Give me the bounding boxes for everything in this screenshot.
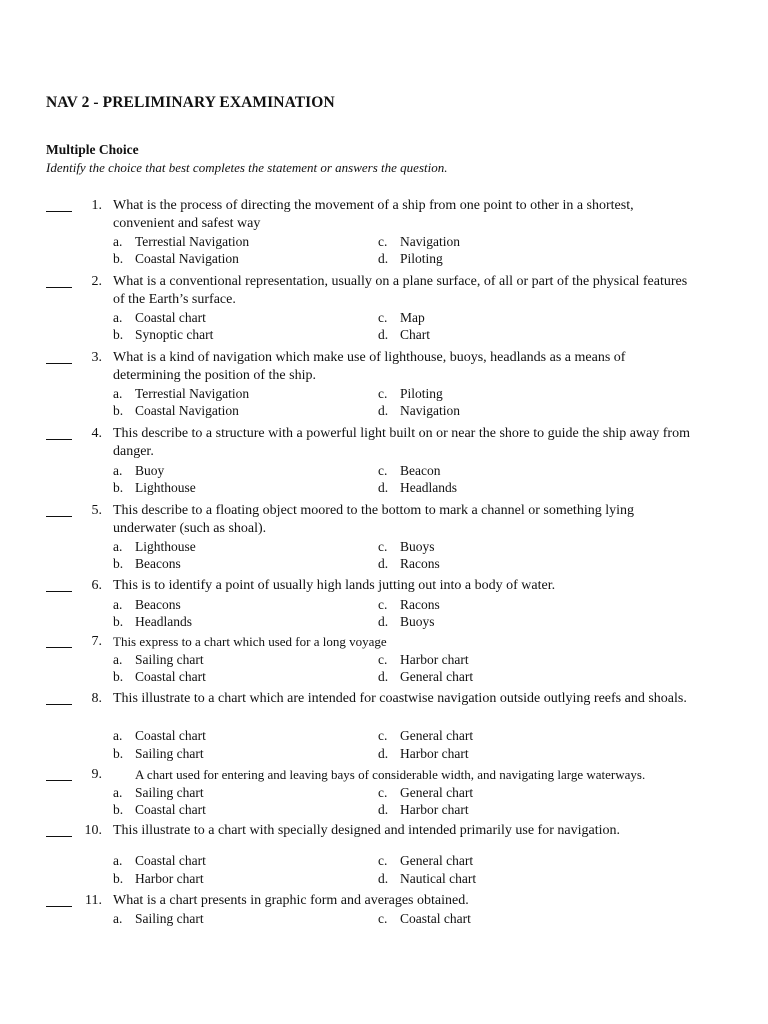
answer-blank[interactable] xyxy=(46,425,72,440)
choice-letter: c. xyxy=(378,539,388,554)
choice-text: General chart xyxy=(400,728,474,743)
choice-letter: d. xyxy=(378,556,389,571)
question-text: What is a chart presents in graphic form and averages obtained. xyxy=(113,893,469,908)
choice-text: Harbor chart xyxy=(135,871,204,886)
choice-text: Sailing chart xyxy=(135,652,204,667)
choice-text: Coastal chart xyxy=(135,853,206,868)
choice-text: General chart xyxy=(400,785,474,800)
choice-letter: a. xyxy=(113,911,123,926)
choice-text: Racons xyxy=(400,556,440,571)
question-text: What is a kind of navigation which make use of lighthouse, buoys, headlands as a means of determining the position of the ship. xyxy=(113,350,626,383)
choice-text: Coastal chart xyxy=(135,310,206,325)
question-number: 3. xyxy=(91,350,102,365)
question-number: 10. xyxy=(84,823,102,838)
choice-letter: c. xyxy=(378,728,388,743)
choice-letter: d. xyxy=(378,480,389,495)
question-number: 4. xyxy=(91,426,102,441)
choice-text: Beacon xyxy=(400,463,441,478)
answer-blank[interactable] xyxy=(46,690,72,705)
question-text: This express to a chart which used for a long voyage xyxy=(113,634,387,649)
choice-letter: b. xyxy=(113,480,124,495)
choice-text: Harbor chart xyxy=(400,652,469,667)
question-text: This illustrate to a chart with specially designed and intended primarily use for navigation. xyxy=(113,823,620,838)
answer-blank[interactable] xyxy=(46,349,72,364)
choice-text: Chart xyxy=(400,327,430,342)
question-text: This describe to a floating object moored to the bottom to mark a channel or something lying underwater (such as shoal). xyxy=(113,503,634,536)
choice-letter: a. xyxy=(113,386,123,401)
choice-letter: d. xyxy=(378,403,389,418)
choice-text: Lighthouse xyxy=(135,480,196,495)
choice-letter: a. xyxy=(113,728,123,743)
choice-letter: c. xyxy=(378,386,388,401)
choice-text: Sailing chart xyxy=(135,911,204,926)
choice-text: Nautical chart xyxy=(400,871,477,886)
choice-text: Terrestial Navigation xyxy=(135,386,250,401)
choice-letter: d. xyxy=(378,669,389,684)
choice-text: Coastal Navigation xyxy=(135,403,239,418)
choice-text: Beacons xyxy=(135,597,181,612)
choice-letter: b. xyxy=(113,669,124,684)
question-text: What is the process of directing the movement of a ship from one point to other in a shortest, convenient and safest way xyxy=(113,198,634,231)
choice-letter: b. xyxy=(113,614,124,629)
choice-letter: c. xyxy=(378,597,388,612)
choice-letter: b. xyxy=(113,403,124,418)
answer-blank[interactable] xyxy=(46,766,72,781)
question-number: 5. xyxy=(91,503,102,518)
choice-text: Harbor chart xyxy=(400,746,469,761)
question-number: 6. xyxy=(91,578,102,593)
choice-text: Racons xyxy=(400,597,440,612)
choice-text: Piloting xyxy=(400,386,443,401)
choice-letter: a. xyxy=(113,463,123,478)
answer-blank[interactable] xyxy=(46,197,72,212)
instructions-text: Identify the choice that best completes the statement or answers the question. xyxy=(46,160,448,175)
choice-letter: d. xyxy=(378,327,389,342)
choice-letter: c. xyxy=(378,652,388,667)
choice-letter: d. xyxy=(378,746,389,761)
choice-text: Navigation xyxy=(400,234,460,249)
choice-text: Sailing chart xyxy=(135,785,204,800)
question-text: A chart used for entering and leaving bays of considerable width, and navigating large waterways. xyxy=(135,767,646,782)
choice-letter: c. xyxy=(378,234,388,249)
question-number: 8. xyxy=(91,691,102,706)
choice-text: Buoys xyxy=(400,539,435,554)
choice-text: General chart xyxy=(400,853,474,868)
choice-letter: a. xyxy=(113,234,123,249)
choice-letter: d. xyxy=(378,251,389,266)
choice-letter: a. xyxy=(113,785,123,800)
choice-text: Navigation xyxy=(400,403,460,418)
question-number: 7. xyxy=(91,634,102,649)
page-title: NAV 2 - PRELIMINARY EXAMINATION xyxy=(46,94,335,111)
choice-text: Headlands xyxy=(400,480,457,495)
choice-text: Coastal Navigation xyxy=(135,251,239,266)
choice-text: Terrestial Navigation xyxy=(135,234,250,249)
choice-text: Harbor chart xyxy=(400,802,469,817)
answer-blank[interactable] xyxy=(46,822,72,837)
answer-blank[interactable] xyxy=(46,633,72,648)
choice-text: Buoy xyxy=(135,463,165,478)
answer-blank[interactable] xyxy=(46,502,72,517)
question-text: This illustrate to a chart which are intended for coastwise navigation outside outlying reefs and shoals. xyxy=(113,691,687,706)
choice-letter: b. xyxy=(113,556,124,571)
choice-text: Beacons xyxy=(135,556,181,571)
choice-letter: c. xyxy=(378,853,388,868)
question-text: This describe to a structure with a powerful light built on or near the shore to guide the ship away from danger. xyxy=(113,426,690,459)
choice-letter: a. xyxy=(113,310,123,325)
choice-letter: a. xyxy=(113,652,123,667)
choice-letter: d. xyxy=(378,802,389,817)
choice-letter: a. xyxy=(113,853,123,868)
question-number: 1. xyxy=(91,198,102,213)
choice-letter: c. xyxy=(378,310,388,325)
choice-text: Lighthouse xyxy=(135,539,196,554)
choice-text: Map xyxy=(400,310,425,325)
choice-text: Coastal chart xyxy=(135,728,206,743)
choice-text: Buoys xyxy=(400,614,435,629)
answer-blank[interactable] xyxy=(46,577,72,592)
question-text: This is to identify a point of usually high lands jutting out into a body of water. xyxy=(113,578,556,593)
choice-letter: b. xyxy=(113,251,124,266)
choice-text: General chart xyxy=(400,669,474,684)
choice-text: Coastal chart xyxy=(400,911,471,926)
choice-letter: b. xyxy=(113,871,124,886)
choice-text: Coastal chart xyxy=(135,802,206,817)
choice-text: Synoptic chart xyxy=(135,327,214,342)
choice-letter: c. xyxy=(378,785,388,800)
choice-letter: d. xyxy=(378,614,389,629)
choice-text: Piloting xyxy=(400,251,443,266)
choice-letter: d. xyxy=(378,871,389,886)
question-number: 11. xyxy=(85,893,102,908)
choice-text: Headlands xyxy=(135,614,192,629)
choice-letter: c. xyxy=(378,911,388,926)
question-text: What is a conventional representation, usually on a plane surface, of all or part of the physical features of the Earth’s surface. xyxy=(113,274,688,307)
choice-letter: b. xyxy=(113,802,124,817)
answer-blank[interactable] xyxy=(46,273,72,288)
section-heading: Multiple Choice xyxy=(46,142,139,157)
choice-letter: a. xyxy=(113,539,123,554)
question-number: 9. xyxy=(91,767,102,782)
choice-letter: c. xyxy=(378,463,388,478)
answer-blank[interactable] xyxy=(46,892,72,907)
choice-text: Sailing chart xyxy=(135,746,204,761)
choice-letter: b. xyxy=(113,327,124,342)
choice-text: Coastal chart xyxy=(135,669,206,684)
question-number: 2. xyxy=(91,274,102,289)
choice-letter: b. xyxy=(113,746,124,761)
choice-letter: a. xyxy=(113,597,123,612)
